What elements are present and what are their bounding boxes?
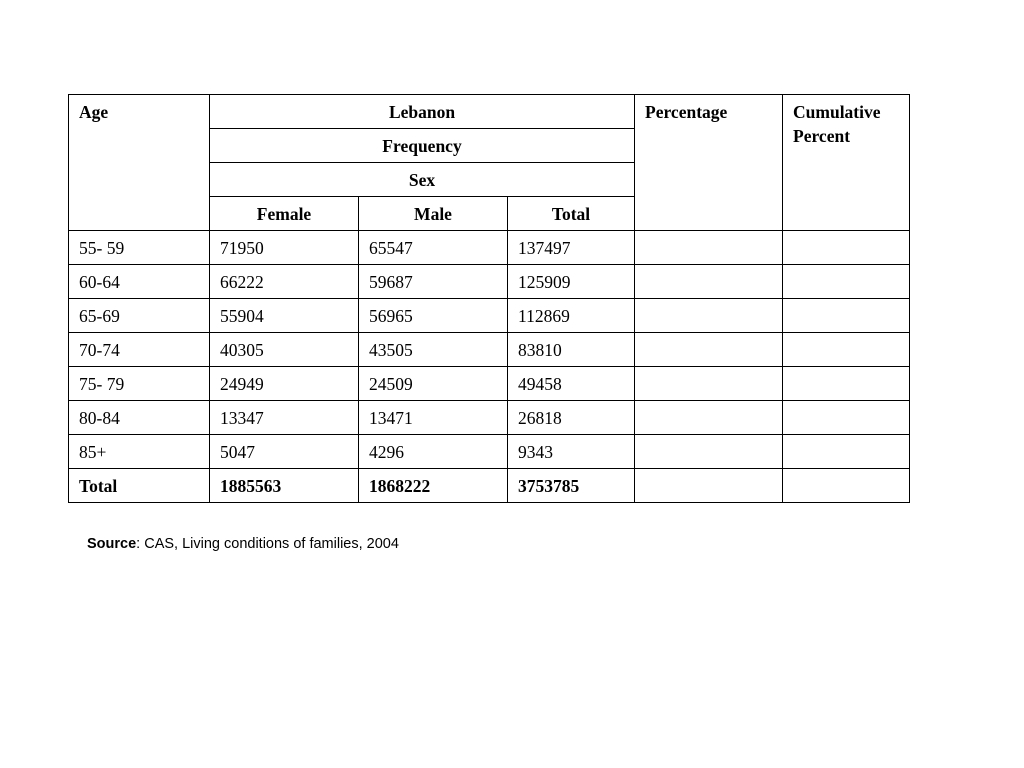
header-frequency: Frequency [210, 129, 635, 163]
header-country: Lebanon [210, 95, 635, 129]
table-row [69, 231, 910, 265]
cell-total: 125909 [508, 265, 635, 299]
source-text: : CAS, Living conditions of families, 2004 [136, 536, 399, 552]
cell-total: 112869 [508, 299, 635, 333]
cell-age: 80-84 [69, 401, 210, 435]
cell-male: 4296 [359, 435, 508, 469]
cell-percentage [635, 299, 783, 333]
cell-cumulative [783, 231, 910, 265]
cell-female: 55904 [210, 299, 359, 333]
cell-male: 24509 [359, 367, 508, 401]
cell-age: 65-69 [69, 299, 210, 333]
cell-total: 83810 [508, 333, 635, 367]
cell-female: 71950 [210, 231, 359, 265]
cell-male: 43505 [359, 333, 508, 367]
table-row [69, 435, 910, 469]
header-sex: Sex [210, 163, 635, 197]
cell-total: 49458 [508, 367, 635, 401]
cell-male: 13471 [359, 401, 508, 435]
cell-total: 9343 [508, 435, 635, 469]
cell-age: 75- 79 [69, 367, 210, 401]
cell-percentage [635, 435, 783, 469]
cell-age: 70-74 [69, 333, 210, 367]
cell-age: 60-64 [69, 265, 210, 299]
cell-cumulative [783, 401, 910, 435]
header-male: Male [359, 197, 508, 231]
cell-total: 137497 [508, 231, 635, 265]
header-total: Total [508, 197, 635, 231]
cell-female: 1885563 [210, 469, 359, 503]
header-age: Age [69, 95, 210, 231]
cell-cumulative [783, 265, 910, 299]
population-table [68, 94, 910, 503]
cell-female: 66222 [210, 265, 359, 299]
table-row [69, 299, 910, 333]
cell-male: 59687 [359, 265, 508, 299]
header-cumulative: Cumulative Percent [783, 95, 910, 231]
cell-female: 24949 [210, 367, 359, 401]
cell-female: 5047 [210, 435, 359, 469]
header-percentage: Percentage [635, 95, 783, 231]
cell-cumulative [783, 435, 910, 469]
total-row [69, 469, 910, 503]
cell-age: 85+ [69, 435, 210, 469]
table-row [69, 333, 910, 367]
table-row [69, 265, 910, 299]
cell-percentage [635, 265, 783, 299]
cell-age: Total [69, 469, 210, 503]
source-note [87, 536, 399, 552]
cell-cumulative [783, 469, 910, 503]
cell-cumulative [783, 367, 910, 401]
cell-female: 40305 [210, 333, 359, 367]
cell-cumulative [783, 299, 910, 333]
cell-male: 65547 [359, 231, 508, 265]
cell-total: 3753785 [508, 469, 635, 503]
cell-female: 13347 [210, 401, 359, 435]
header-female: Female [210, 197, 359, 231]
table-body [69, 231, 910, 503]
table-row [69, 367, 910, 401]
cell-percentage [635, 231, 783, 265]
source-label: Source [87, 536, 137, 552]
cell-percentage [635, 401, 783, 435]
cell-percentage [635, 367, 783, 401]
cell-male: 1868222 [359, 469, 508, 503]
cell-percentage [635, 333, 783, 367]
cell-cumulative [783, 333, 910, 367]
cell-age: 55- 59 [69, 231, 210, 265]
table-row [69, 401, 910, 435]
cell-total: 26818 [508, 401, 635, 435]
cell-percentage [635, 469, 783, 503]
cell-male: 56965 [359, 299, 508, 333]
